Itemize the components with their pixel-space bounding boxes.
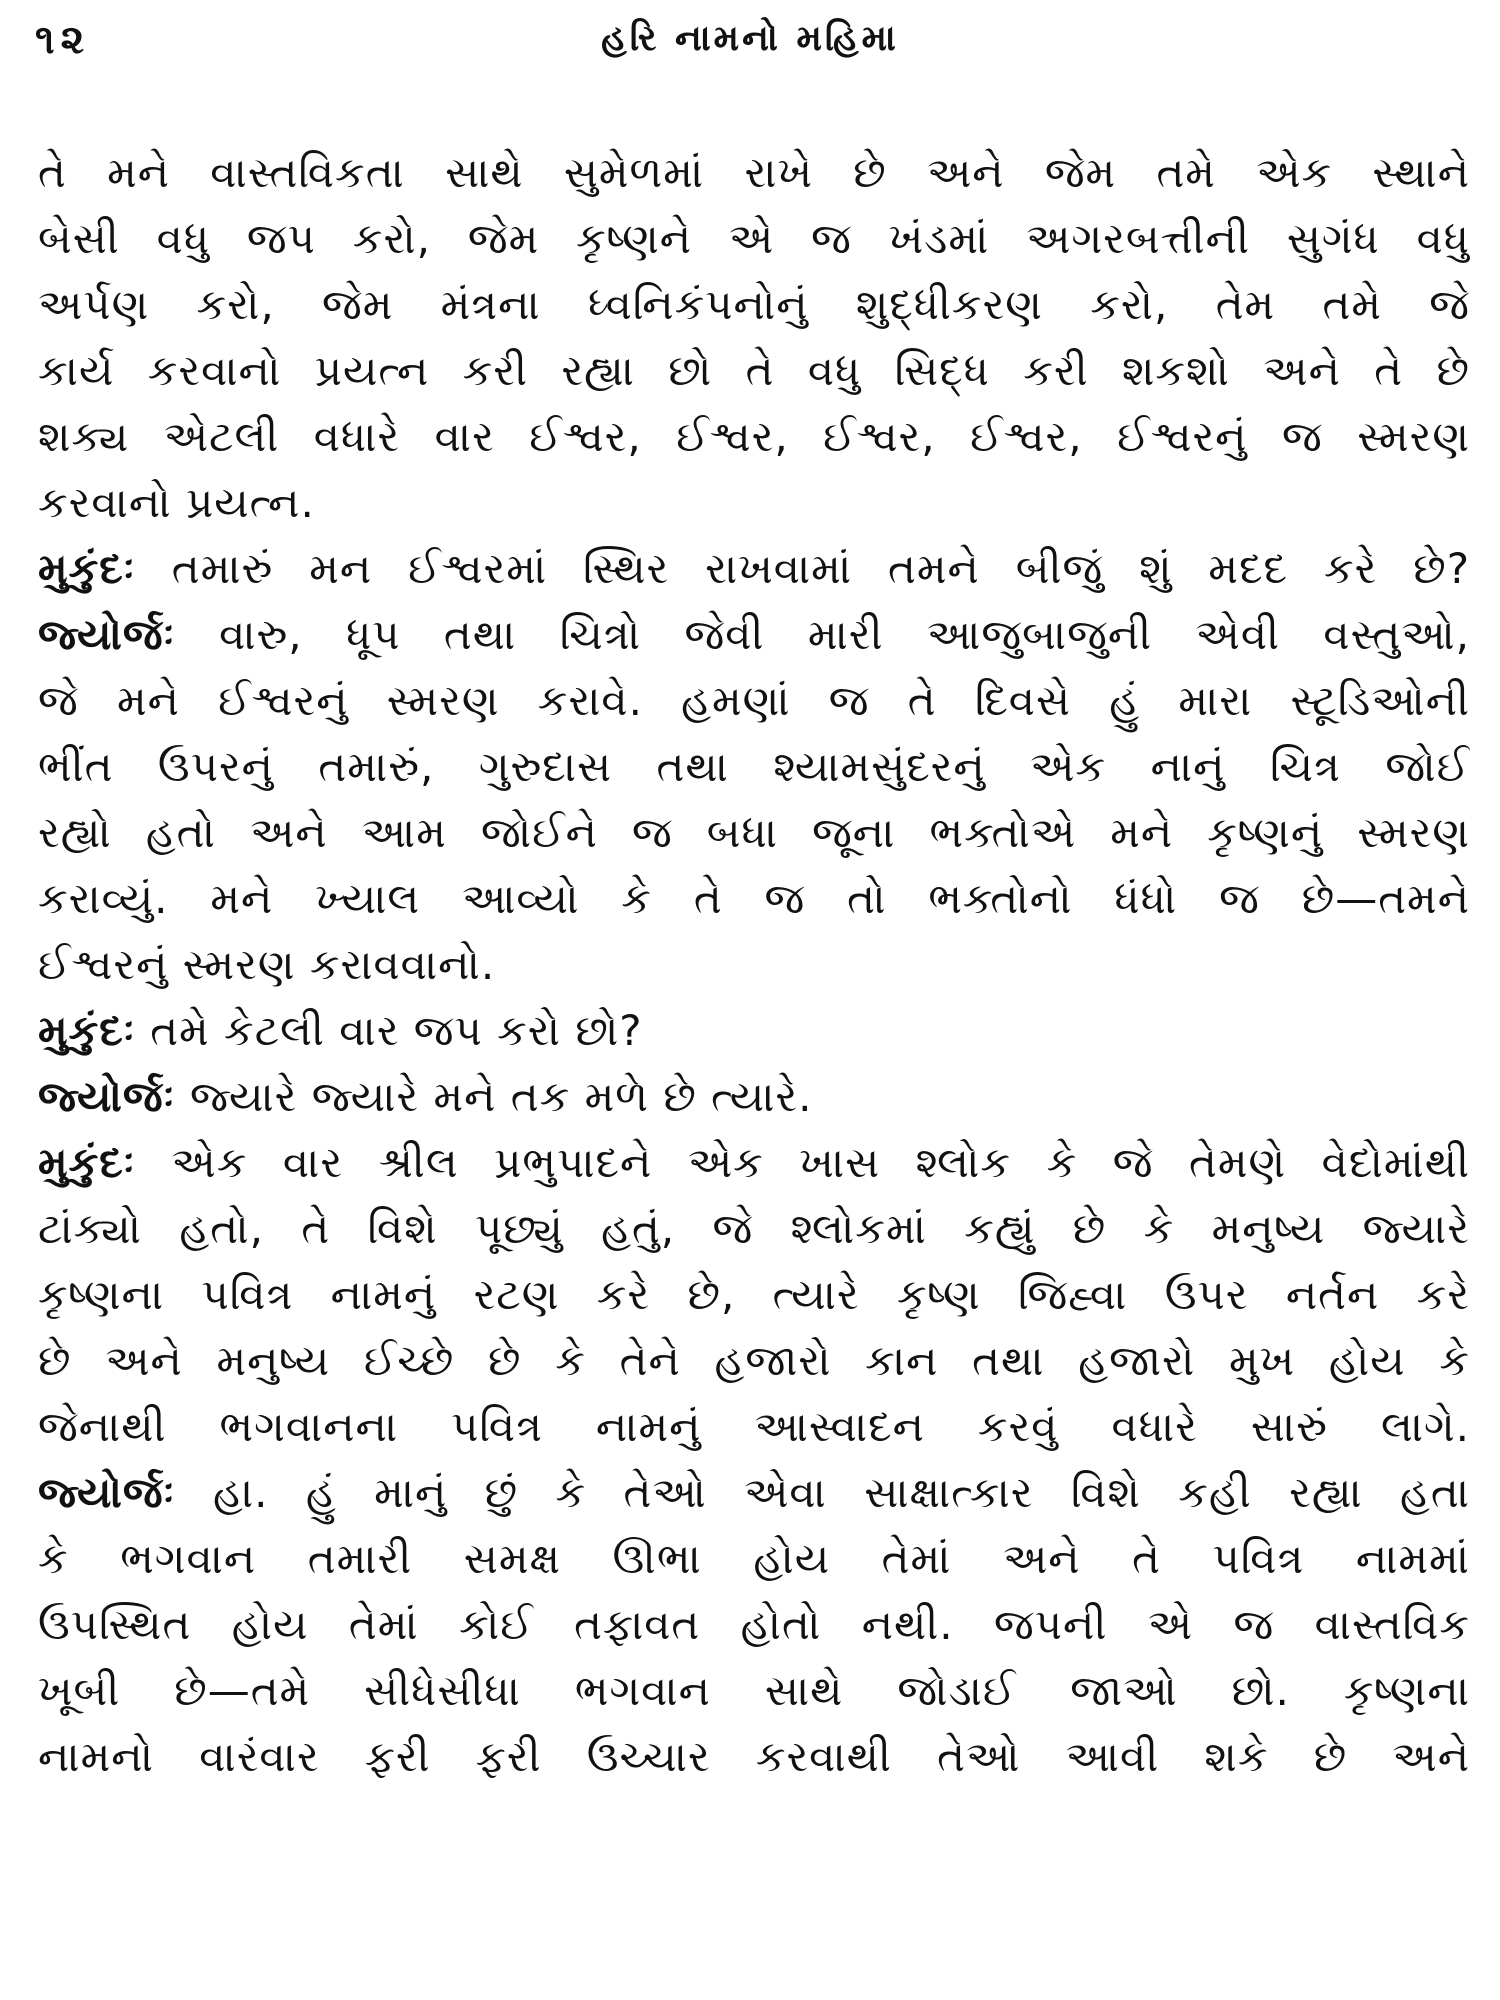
text-line <box>38 1724 1470 1790</box>
text-line <box>38 1130 1470 1196</box>
text-line <box>38 404 1470 470</box>
text-line <box>38 1460 1470 1526</box>
running-title: હરિ નામનો મહિમા <box>601 18 899 59</box>
line-text: કે ભગવાન તમારી સમક્ષ ઊભા હોય તેમાં અને તે પવિત્ર નામમાં <box>38 1534 1470 1583</box>
text-line <box>38 1064 1470 1130</box>
text-line <box>38 272 1470 338</box>
line-text: ખૂબી છે—તમે સીધેસીધા ભગવાન સાથે જોડાઈ જાઓ છો. કૃષ્ણના <box>38 1666 1470 1715</box>
text-line <box>38 998 1470 1064</box>
text-line <box>38 338 1470 404</box>
speaker-label: જ્યોર્જઃ <box>38 1072 176 1121</box>
text-line <box>38 140 1470 206</box>
line-text: જે મને ઈશ્વરનું સ્મરણ કરાવે. હમણાં જ તે દિવસે હું મારા સ્ટૂડિઓની <box>38 676 1470 725</box>
line-text: જેનાથી ભગવાનના પવિત્ર નામનું આસ્વાદન કરવું વધારે સારું લાગે. <box>38 1402 1470 1451</box>
line-text: ભીંત ઉપરનું તમારું, ગુરુદાસ તથા શ્યામસુંદરનું એક નાનું ચિત્ર જોઈ <box>38 742 1470 791</box>
line-text: ઉપસ્થિત હોય તેમાં કોઈ તફાવત હોતો નથી. જપની એ જ વાસ્તવિક <box>38 1600 1470 1649</box>
text-line <box>38 1196 1470 1262</box>
speaker-label: મુકુંદઃ <box>38 544 136 593</box>
text-line <box>38 734 1470 800</box>
text-line <box>38 602 1470 668</box>
line-text: બેસી વધુ જપ કરો, જેમ કૃષ્ણને એ જ ખંડમાં અગરબત્તીની સુગંધ વધુ <box>38 214 1470 263</box>
line-text: વારુ, ધૂપ તથા ચિત્રો જેવી મારી આજુબાજુની એવી વસ્તુઓ, <box>175 610 1470 659</box>
line-text: ટાંક્યો હતો, તે વિશે પૂછ્યું હતું, જે શ્લોકમાં કહ્યું છે કે મનુષ્ય જ્યારે <box>38 1204 1470 1253</box>
text-line <box>38 1328 1470 1394</box>
text-line <box>38 1592 1470 1658</box>
speaker-label: મુકુંદઃ <box>38 1006 136 1055</box>
line-text: કરાવ્યું. મને ખ્યાલ આવ્યો કે તે જ તો ભક્તોનો ધંધો જ છે—તમને <box>38 874 1470 923</box>
line-text: તમે કેટલી વાર જપ કરો છો? <box>135 1006 643 1055</box>
text-line <box>38 1526 1470 1592</box>
speaker-label: જ્યોર્જઃ <box>38 610 176 659</box>
line-text: છે અને મનુષ્ય ઈચ્છે છે કે તેને હજારો કાન તથા હજારો મુખ હોય કે <box>38 1336 1470 1385</box>
line-text: કાર્ય કરવાનો પ્રયત્ન કરી રહ્યા છો તે વધુ સિદ્ધ કરી શકશો અને તે છે <box>38 346 1470 395</box>
line-text: ઈશ્વરનું સ્મરણ કરાવવાનો. <box>38 940 496 989</box>
text-line <box>38 1394 1470 1460</box>
text-line <box>38 800 1470 866</box>
text-line <box>38 866 1470 932</box>
page-number: ૧૨ <box>35 17 91 63</box>
line-text: જ્યારે જ્યારે મને તક મળે છે ત્યારે. <box>175 1072 813 1121</box>
line-text: તમારું મન ઈશ્વરમાં સ્થિર રાખવામાં તમને બીજું શું મદદ કરે છે? <box>135 544 1470 593</box>
text-line <box>38 1262 1470 1328</box>
line-text: તે મને વાસ્તવિકતા સાથે સુમેળમાં રાખે છે અને જેમ તમે એક સ્થાને <box>38 148 1470 197</box>
line-text: શક્ય એટલી વધારે વાર ઈશ્વર, ઈશ્વર, ઈશ્વર, ઈશ્વર, ઈશ્વરનું જ સ્મરણ <box>38 412 1470 461</box>
line-text: કરવાનો પ્રયત્ન. <box>38 478 315 527</box>
line-text: કૃષ્ણના પવિત્ર નામનું રટણ કરે છે, ત્યારે કૃષ્ણ જિહ્વા ઉપર નર્તન કરે <box>38 1270 1470 1319</box>
line-text: એક વાર શ્રીલ પ્રભુપાદને એક ખાસ શ્લોક કે જે તેમણે વેદોમાંથી <box>135 1138 1470 1187</box>
page-header <box>0 0 1500 80</box>
text-line <box>38 668 1470 734</box>
text-line <box>38 1658 1470 1724</box>
text-line <box>38 536 1470 602</box>
line-text: નામનો વારંવાર ફરી ફરી ઉચ્ચાર કરવાથી તેઓ આવી શકે છે અને <box>38 1732 1470 1781</box>
line-text: હા. હું માનું છું કે તેઓ એવા સાક્ષાત્કાર વિશે કહી રહ્યા હતા <box>175 1468 1470 1517</box>
body-text <box>38 140 1470 1790</box>
text-line <box>38 206 1470 272</box>
line-text: રહ્યો હતો અને આમ જોઈને જ બધા જૂના ભક્તોએ મને કૃષ્ણનું સ્મરણ <box>38 808 1470 857</box>
speaker-label: મુકુંદઃ <box>38 1138 136 1187</box>
speaker-label: જ્યોર્જઃ <box>38 1468 176 1517</box>
line-text: અર્પણ કરો, જેમ મંત્રના ધ્વનિકંપનોનું શુદ્ધીકરણ કરો, તેમ તમે જે <box>38 280 1470 329</box>
text-line <box>38 470 1470 536</box>
text-line <box>38 932 1470 998</box>
